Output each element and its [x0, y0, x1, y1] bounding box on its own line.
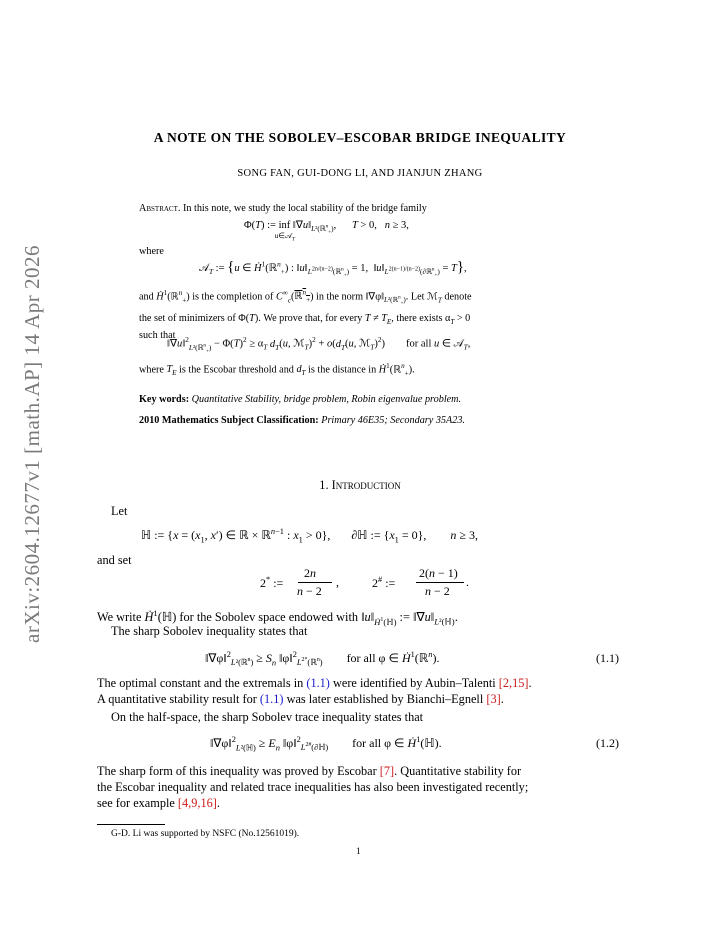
footnote: G-D. Li was supported by NSFC (No.12561019).: [111, 829, 300, 839]
intro-let: Let: [111, 504, 128, 518]
footnote-rule: [97, 824, 165, 825]
citation-link[interactable]: [4,9,16]: [177, 796, 217, 810]
citation-link[interactable]: [3]: [486, 692, 501, 706]
para4-text-a: The sharp form of this inequality was proved by Escobar: [97, 764, 377, 778]
msc-label: 2010 Mathematics Subject Classification:: [139, 415, 319, 426]
abstract-body-line3: such that: [139, 329, 176, 341]
intro-paragraph-4: [97, 763, 627, 811]
msc-text: Primary 46E35; Secondary 35A23.: [321, 415, 465, 426]
equation-half-space: ℍ := {$x = (x_1$, x′) ∈ ℝ × ℝ$^{n-1}$ : $x_1 > 0$}, ∂ℍ := $\{x_1 = 0\}$, n ≥ 3,: [141, 527, 478, 545]
intro-paragraph-4-line1: [97, 763, 627, 779]
intro-paragraph-2-line2: A quantitative stability result for (1.1) was later established by Bianchi–Egnell [3].: [97, 692, 504, 706]
abstract-where: where: [139, 246, 164, 257]
abstract-equation-phi: Φ(T) := inf u∈𝒜$_T$ $‖\nabla u‖_{L^2(ℝ^n_+)}$, T > 0, n ≥ 3,: [244, 220, 409, 243]
intro-paragraph-2-line1: The optimal constant and the extremals in (1.1) were identified by Aubin–Talenti [2,15].: [97, 676, 532, 690]
abstract-body-line4: where $T_E$ is the Escobar threshold and $d_T$ is the distance in Ḣ$^1$(ℝ$^n_+$).: [139, 362, 415, 378]
intro-paragraph-4-line2: the Escobar inequality and related trace inequalities has also been investigated recently;: [97, 780, 529, 794]
intro-write-line: We write Ḣ$^1$(ℍ) for the Sobolev space endowed with $‖u‖_{Ḣ^1(ℍ)}$ := $‖\nabla u‖_{L^2(ℍ)}$.: [97, 608, 458, 627]
keywords-text: Quantitative Stability, bridge problem, Robin eigenvalue problem.: [191, 394, 462, 405]
abstract-equation-stability: ‖∇u‖$^2_{L^2(ℝ^n_+)}$ − $\Phi(T)^2 \ge \alpha_T$ $d_T(u$, ℳ$_T$)$^2$ + $o(d_T(u$, ℳ$_T$)$^2$) for all u ∈ 𝒜$_T$,: [167, 335, 471, 355]
intro-and-set: and set: [97, 553, 132, 567]
abstract-body-line2: the set of minimizers of Φ(T). We prove that, for every $T \ne T_E$, there exists $\alpha_T > 0$: [139, 312, 471, 326]
intro-paragraph-3: On the half-space, the sharp Sobolev trace inequality states that: [111, 710, 424, 724]
msc-classification: [139, 414, 465, 428]
abstract-label: Abstract.: [139, 203, 181, 214]
paper-title: A NOTE ON THE SOBOLEV–ESCOBAR BRIDGE INEQUALITY: [153, 130, 567, 145]
equation-number-1-2: (1.2): [596, 736, 619, 750]
equation-1-2: ‖∇φ‖$^2_{L^2(ℍ)}$ ≥ $E_n$ ‖φ‖$^2_{L^{2\#}(\partial ℍ)}$ for all φ ∈ Ḣ$^1$(ℍ).: [210, 735, 442, 753]
equation-critical-exponents-display: 2* := 2n n − 2 , 2# := 2(n − 1) n − 2 .: [260, 566, 469, 598]
intro-sharp-sobolev: The sharp Sobolev inequality states that: [111, 624, 308, 638]
page-number: 1: [356, 847, 361, 857]
para2-text-a: The optimal constant and the extremals in: [97, 676, 304, 690]
section-title: Introduction: [331, 478, 401, 492]
equation-number-1-1: (1.1): [596, 651, 619, 665]
abstract-intro: [139, 202, 584, 216]
equation-reference-link[interactable]: (1.1): [306, 676, 330, 690]
intro-paragraph-2: [97, 675, 627, 707]
para2-text-b: were identified by Aubin–Talenti: [332, 676, 496, 690]
equation-1-1: ‖∇φ‖$^2_{L^2(ℝ^n)}$ ≥ $S_n$ ‖φ‖$^2_{L^{2*}(ℝ^n)}$ for all φ ∈ Ḣ$^1$(ℝ$^n$).: [205, 650, 440, 668]
paper-authors: SONG FAN, GUI-DONG LI, AND JIANJUN ZHANG: [237, 168, 483, 179]
abstract-equation-A: 𝒜$_T$ := {u ∈ Ḣ$^1$(ℝ$^n_+$) : $‖u‖_{L^{2n/(n-2)}(ℝ^n_+)} = 1$, $‖u‖_{L^{2(n-1)/(n-2)}(\partial ℝ^n_+)} = T$},: [199, 259, 467, 279]
keywords-label: Key words:: [139, 394, 190, 405]
keywords: [139, 393, 461, 407]
abstract-body-line1: and Ḣ$^1$(ℝ$^n_+$) is the completion of $C^\infty_c(ℝ^n_+)$ in the norm $‖\nabla\varphi‖_{L^2(ℝ^n_+)}$. Let ℳ$_T$ denote: [139, 289, 472, 307]
citation-link[interactable]: [7]: [379, 764, 395, 778]
para4-text-c: see for example: [97, 796, 175, 810]
para2-text-d: was later established by Bianchi–Egnell: [286, 692, 484, 706]
citation-link[interactable]: [2,15]: [498, 676, 529, 690]
section-number: 1.: [319, 478, 329, 492]
arxiv-identifier: arXiv:2604.12677v1 [math.AP] 14 Apr 2026: [20, 245, 44, 643]
intro-paragraph-4-line3: see for example [4,9,16].: [97, 796, 220, 810]
abstract-intro-text: In this note, we study the local stability of the bridge family: [182, 203, 427, 214]
equation-reference-link[interactable]: (1.1): [259, 692, 284, 706]
para4-text-b: . Quantitative stability for: [394, 764, 522, 778]
para2-text-c: A quantitative stability result for: [97, 692, 257, 706]
section-heading: [0, 477, 720, 493]
